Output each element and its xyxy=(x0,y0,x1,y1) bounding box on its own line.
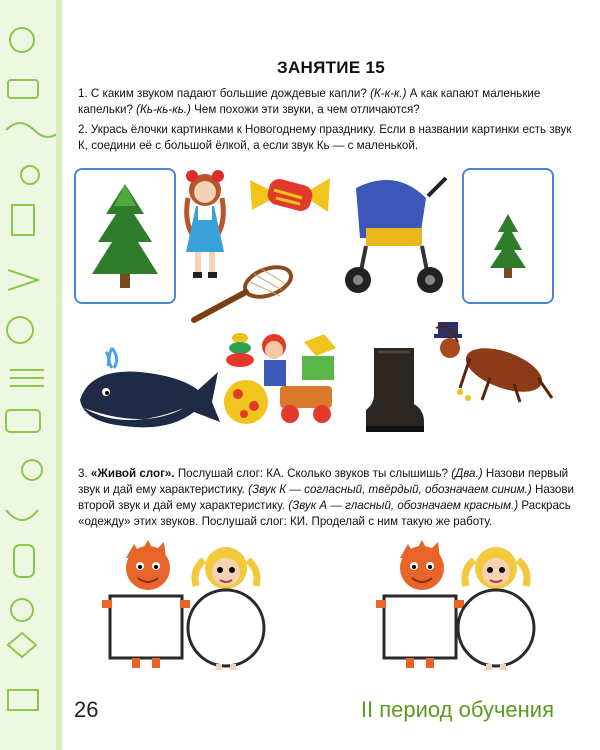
task-3-question-c: Назови второй звук и дай ему характеристику. xyxy=(78,483,574,512)
girl-with-circle-card-icon[interactable] xyxy=(176,540,276,670)
cockroach-icon[interactable] xyxy=(430,318,556,404)
stroller-icon[interactable] xyxy=(336,168,454,298)
task-1-answer-b: (Кь-кь-кь.) xyxy=(136,103,191,116)
racket-icon[interactable] xyxy=(188,264,296,326)
big-tree-frame[interactable] xyxy=(74,168,176,304)
task-3-title: «Живой слог». xyxy=(90,467,175,480)
task-1-text xyxy=(78,86,578,118)
task-1 xyxy=(78,86,578,118)
small-tree-frame[interactable] xyxy=(462,168,554,304)
big-fir-tree-icon xyxy=(76,170,174,302)
task-3-text xyxy=(78,466,578,530)
task-1-question-c: Чем похожи эти звуки, а чем отличаются? xyxy=(194,103,420,116)
task-2-number: 2. xyxy=(78,123,88,136)
lesson-title: ЗАНЯТИЕ 15 xyxy=(277,58,385,77)
task-2 xyxy=(78,122,578,154)
task-3-answer-b: (Звук К — согласный, твёрдый, обозначаем синим.) xyxy=(248,483,532,496)
task-3-answer-c: (Звук А — гласный, обозначаем красным.) xyxy=(288,499,519,512)
task-3-answer-a: (Два.) xyxy=(451,467,483,480)
small-fir-tree-icon xyxy=(464,170,552,302)
task-3-instruction: Раскрась «одежду» этих звуков. Послушай слог: КИ. Проделай с ним такую же работу. xyxy=(78,499,571,528)
task-2-text xyxy=(78,122,578,154)
task-1-question-b: А как капают маленькие капельки? xyxy=(78,87,541,116)
period-label: II период обучения xyxy=(360,697,554,722)
task-3 xyxy=(78,466,578,530)
girl-with-circle-card-icon[interactable] xyxy=(446,540,546,670)
candy-icon[interactable] xyxy=(248,170,332,218)
task-1-number: 1. xyxy=(78,87,88,100)
task-3-number: 3. xyxy=(78,467,88,480)
page-number: 26 xyxy=(74,697,99,722)
toys-icon[interactable] xyxy=(224,320,346,430)
task-2-instruction: Укрась ёлочки картинками к Новогоднему празднику. Если в названии картинки есть звук К, соедини её с большой ёлкой, а если звук Кь — с маленькой. xyxy=(78,123,572,152)
task-3-question-b: Назови первый звук и дай ему характеристику. xyxy=(78,467,569,496)
task-1-question-a: С каким звуком падают большие дождевые капли? xyxy=(90,87,367,100)
task-3-question-a: Послушай слог: КА. Сколько звуков ты слышишь? xyxy=(177,467,448,480)
decorative-side-strip xyxy=(0,0,62,750)
boot-icon[interactable] xyxy=(356,346,426,434)
whale-icon[interactable] xyxy=(76,344,224,440)
task-1-answer-a: (К-к-к.) xyxy=(370,87,407,100)
